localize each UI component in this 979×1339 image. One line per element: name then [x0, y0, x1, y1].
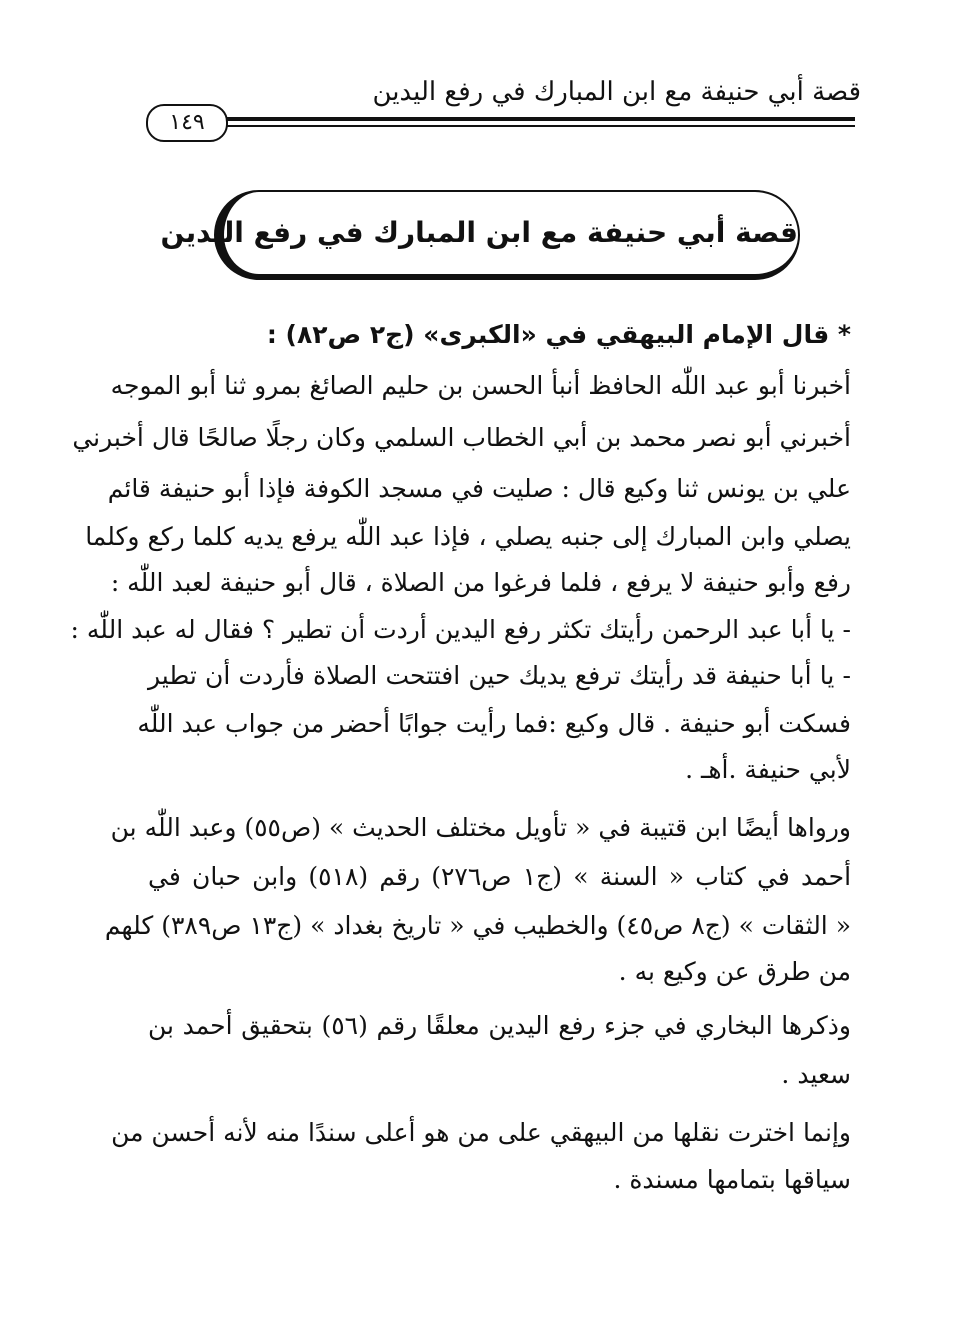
text-line-heading: * قال الإمام البيهقي في «الكبرى» (ج٢ ص٨٢) : — [266, 320, 851, 349]
text-line: فسكت أبو حنيفة . قال وكيع :فما رأيت جوابًا أحضر من جواب عبد اللّٰه — [137, 709, 851, 738]
chapter-title-box — [160, 190, 800, 280]
text-line: « الثقات » (ج٨ ص٤٥) والخطيب في « تاريخ بغداد » (ج١٣ ص٣٨٩) كلهم — [104, 911, 851, 940]
text-line: وإنما اخترت نقلها من البيهقي على من هو أعلى سندًا منه لأنه أحسن من — [111, 1118, 851, 1147]
text-line: سياقها بتمامها مسندة . — [613, 1165, 851, 1194]
text-line: أحمد في كتاب « السنة » (ج١ ص٢٧٦) رقم (٥١٨) وابن حبان في — [148, 862, 852, 891]
text-line: - يا أبا عبد الرحمن رأيتك تكثر رفع اليدين أردت أن تطير ؟ فقال له عبد اللّٰه : — [70, 615, 851, 644]
text-line: وذكرها البخاري في جزء رفع اليدين معلقًا رقم (٥٦) بتحقيق أحمد بن — [148, 1011, 851, 1040]
header-rule-thick — [205, 117, 855, 121]
chapter-title: قصة أبي حنيفة مع ابن المبارك في رفع اليدين — [160, 216, 798, 249]
text-line: ورواها أيضًا ابن قتيبة في « تأويل مختلف الحديث » (ص٥٥) وعبد اللّٰه بن — [110, 813, 851, 842]
text-line: يصلي وابن المبارك إلى جنبه يصلي ، فإذا عبد اللّٰه يرفع يديه كلما ركع وكلما — [85, 522, 851, 551]
page-number: ١٤٩ — [146, 104, 228, 142]
text-line: رفع وأبو حنيفة لا يرفع ، فلما فرغوا من الصلاة ، قال أبو حنيفة لعبد اللّٰه : — [110, 568, 851, 597]
running-header-title: قصة أبي حنيفة مع ابن المبارك في رفع اليدين — [372, 77, 861, 107]
text-line: لأبي حنيفة .أهـ . — [685, 755, 851, 784]
text-line: أخبرني أبو نصر محمد بن أبي الخطاب السلمي وكان رجلًا صالحًا قال أخبرني — [72, 423, 851, 452]
text-line: من طرق عن وكيع به . — [618, 957, 851, 986]
text-line: أخبرنا أبو عبد اللّٰه الحافظ أنبأ الحسن بن حليم الصائغ بمرو ثنا أبو الموجه — [110, 371, 851, 400]
text-line: سعيد . — [781, 1060, 851, 1089]
header-rule-thin — [205, 125, 855, 127]
text-line: - يا أبا حنيفة قد رأيتك ترفع يديك حين افتتحت الصلاة فأردت أن تطير — [148, 661, 851, 690]
text-line: علي بن يونس ثنا وكيع قال : صليت في مسجد الكوفة فإذا أبو حنيفة قائم — [107, 474, 851, 503]
